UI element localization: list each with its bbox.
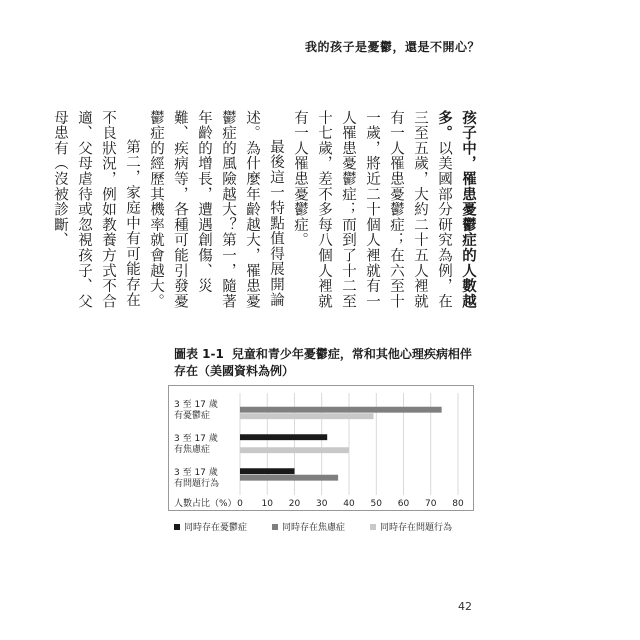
- x-axis-label: 人數占比（%）: [174, 499, 237, 509]
- bar-2-0: [240, 468, 295, 474]
- bar-chart: [168, 385, 478, 545]
- legend-label-2: 同時存在問題行為: [380, 523, 453, 533]
- legend-label-0: 同時存在憂鬱症: [184, 523, 248, 533]
- paragraph-1-text: 以美國部分研究為例，在三至五歲，大約二十五人裡就有一人罹患憂鬱症；在六至十一歲，將近二十個人裡就有一人罹患憂鬱症；而到了十二至十七歲，差不多每八個人裡就有一人罹患憂鬱症。: [292, 110, 452, 309]
- category-label-2-1: 有問題行為: [174, 479, 220, 489]
- category-label-1-1: 有焦慮症: [174, 445, 211, 455]
- tick-label-0: 0: [237, 499, 243, 509]
- emphasis-text: 孩子中，罹患憂鬱症的人數越多。: [436, 110, 476, 309]
- tick-label-7: 70: [425, 499, 437, 509]
- body-text: [48, 110, 480, 310]
- legend-swatch-1: [272, 524, 278, 530]
- category-label-0-1: 有憂鬱症: [174, 411, 211, 421]
- paragraph-3: 第二，家庭中有可能存在不良狀況，例如教養方式不合適、父母虐待或忽視孩子、父母患有（沒被診斷、: [52, 110, 140, 309]
- tick-label-3: 30: [316, 499, 328, 509]
- paragraph-1: [288, 110, 480, 310]
- figure-number: 圖表 1-1: [174, 347, 224, 361]
- tick-label-6: 60: [397, 499, 410, 509]
- category-label-1-0: 3 至 17 歲: [174, 434, 218, 444]
- bar-1-0: [240, 434, 327, 440]
- tick-label-8: 80: [452, 499, 464, 509]
- legend-label-1: 同時存在焦慮症: [282, 523, 346, 533]
- figure-caption: [174, 346, 474, 380]
- paragraph-2: 最後這一特點值得展開論述。為什麼年齡越大，罹患憂鬱症的風險越大？第一，隨著年齡的增長，遭遇創傷、災難、疾病等，各種可能引發憂鬱症的經歷其機率就會越大。: [148, 110, 284, 309]
- figure-caption-text: 兒童和青少年憂鬱症，常和其他心理疾病相伴存在（美國資料為例）: [174, 347, 472, 378]
- tick-label-1: 10: [261, 499, 273, 509]
- bar-2-1: [240, 475, 338, 481]
- chart-svg: [168, 385, 478, 545]
- bar-1-2: [240, 447, 349, 453]
- tick-label-2: 20: [288, 499, 301, 509]
- tick-label-4: 40: [343, 499, 355, 509]
- bar-0-2: [240, 413, 374, 419]
- tick-label-5: 50: [370, 499, 382, 509]
- legend-swatch-2: [370, 524, 376, 530]
- legend-swatch-0: [174, 524, 180, 530]
- page-number: 42: [458, 600, 472, 613]
- category-label-0-0: 3 至 17 歲: [174, 400, 218, 410]
- bar-0-1: [240, 407, 442, 413]
- running-title: 我的孩子是憂鬱，還是不開心？: [304, 40, 480, 54]
- category-label-2-0: 3 至 17 歲: [174, 468, 218, 478]
